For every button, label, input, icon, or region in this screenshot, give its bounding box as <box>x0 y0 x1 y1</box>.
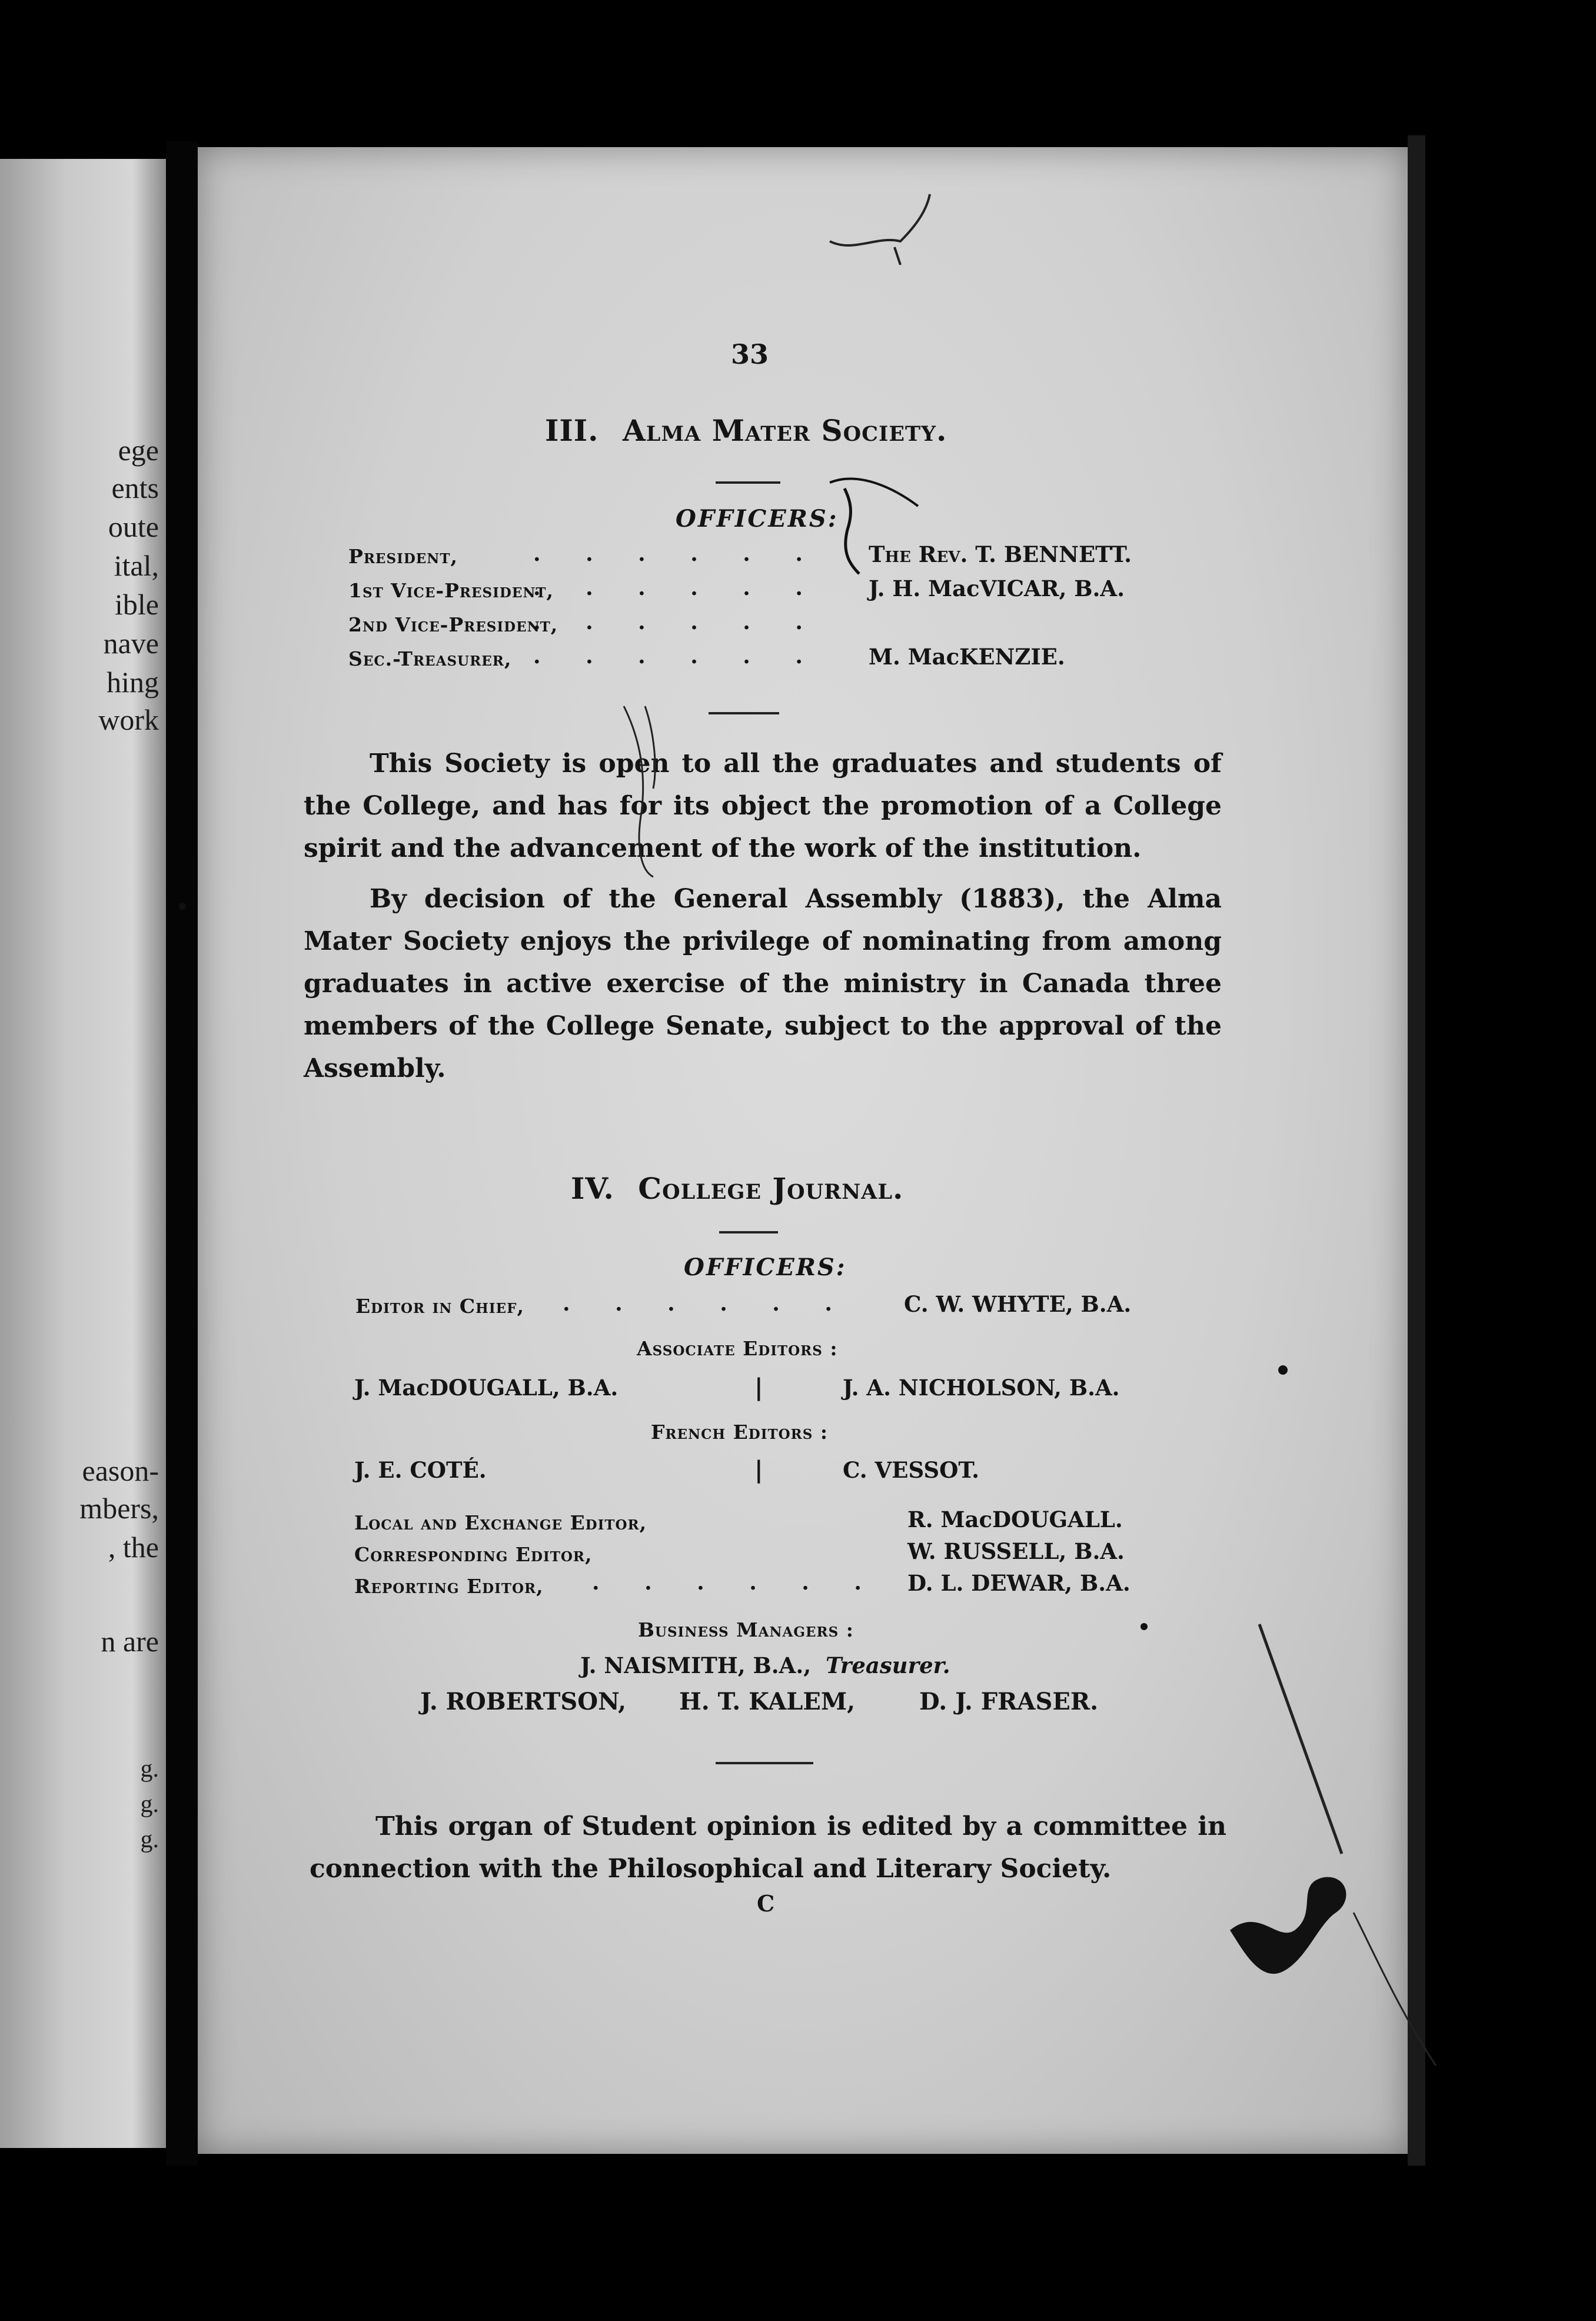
officer-role: Corresponding Editor, <box>354 1543 593 1566</box>
subheading-french-editors: French Editors : <box>651 1421 829 1444</box>
dot-leader: . . . . . . <box>533 541 822 566</box>
officer-name: M. MacKENZIE. <box>869 644 1065 670</box>
left-fragment: , the <box>108 1531 159 1564</box>
dot-leader: . . . . . . <box>533 644 822 669</box>
heading-numeral: III. <box>545 413 599 448</box>
divider <box>709 712 779 714</box>
column-separator: | <box>754 1374 763 1401</box>
page-number: 33 <box>731 338 769 370</box>
left-fragment: g. <box>140 1755 159 1783</box>
divider <box>716 1762 813 1764</box>
officer-role: Editor in Chief, <box>355 1295 524 1318</box>
section-heading-alma-mater <box>545 413 947 448</box>
left-facing-page <box>0 159 166 2148</box>
officer-name: W. RUSSELL, B.A. <box>907 1538 1125 1564</box>
left-fragment: g. <box>140 1826 159 1853</box>
manager-name: J. ROBERTSON, <box>420 1688 627 1715</box>
manager-name: H. T. KALEM, <box>679 1688 856 1715</box>
left-fragment: oute <box>108 510 159 543</box>
heading-title: Alma Mater Society. <box>623 413 947 448</box>
society-paragraph: This Society is open to all the graduates and students of the College, and has for its object the promotion of a College spirit and the advancement of the work of the institution. <box>304 749 1222 863</box>
left-fragment: mbers, <box>79 1492 159 1525</box>
left-fragment: g. <box>140 1791 159 1818</box>
left-fragment: work <box>98 703 159 736</box>
officer-role: 1st Vice-President, <box>348 579 554 602</box>
subheading-associate-editors: Associate Editors : <box>637 1337 838 1360</box>
left-fragment: hing <box>107 666 159 699</box>
officer-role: Local and Exchange Editor, <box>354 1511 647 1534</box>
left-fragment: n are <box>101 1625 159 1658</box>
page-right-edge <box>1408 135 1425 2166</box>
editor-name: J. MacDOUGALL, B.A. <box>354 1375 619 1401</box>
editor-name: C. VESSOT. <box>843 1457 979 1483</box>
divider <box>716 481 780 484</box>
signature-mark: C <box>757 1890 775 1917</box>
officer-role: President, <box>348 545 458 568</box>
column-separator: | <box>754 1456 763 1484</box>
left-fragment: eason- <box>82 1454 159 1487</box>
left-fragment: ege <box>118 434 159 467</box>
officer-role: Sec.-Treasurer, <box>348 647 512 670</box>
treasurer-title: Treasurer. <box>826 1652 950 1678</box>
editor-name: J. A. NICHOLSON, B.A. <box>843 1375 1120 1401</box>
section-heading-college-journal <box>571 1171 903 1206</box>
subheading-business-managers: Business Managers : <box>638 1618 854 1641</box>
officer-name: The Rev. T. BENNETT. <box>869 541 1132 567</box>
officers-label: OFFICERS: <box>684 1253 847 1281</box>
left-fragment: nave <box>103 627 159 660</box>
heading-title: College Journal. <box>638 1171 904 1206</box>
editor-name: J. E. COTÉ. <box>354 1457 487 1483</box>
left-fragment: ital, <box>114 549 159 582</box>
page-gutter <box>166 141 198 2166</box>
dot-leader: . . . . . . <box>533 576 822 600</box>
divider <box>719 1231 778 1233</box>
officer-role: Reporting Editor, <box>354 1575 544 1598</box>
treasurer-name: J. NAISMITH, B.A., <box>580 1652 812 1678</box>
officer-name: C. W. WHYTE, B.A. <box>904 1291 1132 1317</box>
officer-name: J. H. MacVICAR, B.A. <box>869 576 1125 601</box>
manager-name: D. J. FRASER. <box>919 1688 1099 1715</box>
society-paragraph: By decision of the General Assembly (1883), the Alma Mater Society enjoys the privilege of nominating from among graduates in active exercise of the ministry in Canada three members of the College Senate, subject to the approval of the Assembly. <box>304 884 1222 1083</box>
left-fragment: ents <box>111 471 159 504</box>
officer-name: R. MacDOUGALL. <box>907 1507 1123 1532</box>
heading-numeral: IV. <box>571 1171 614 1206</box>
officer-role: 2nd Vice-President, <box>348 613 558 636</box>
dot-leader: . . . . . . <box>563 1291 851 1316</box>
book-page <box>198 147 1408 2154</box>
left-fragment: ible <box>115 588 159 621</box>
journal-paragraph: This organ of Student opinion is edited by a committee in connection with the Philosophical and Literary Society. <box>310 1811 1226 1884</box>
dot-leader: . . . . . . <box>533 610 822 634</box>
treasurer-line <box>580 1652 950 1678</box>
dot-leader: . . . . . . <box>592 1570 880 1595</box>
officer-name: D. L. DEWAR, B.A. <box>907 1570 1130 1596</box>
officers-label: OFFICERS: <box>676 505 839 533</box>
